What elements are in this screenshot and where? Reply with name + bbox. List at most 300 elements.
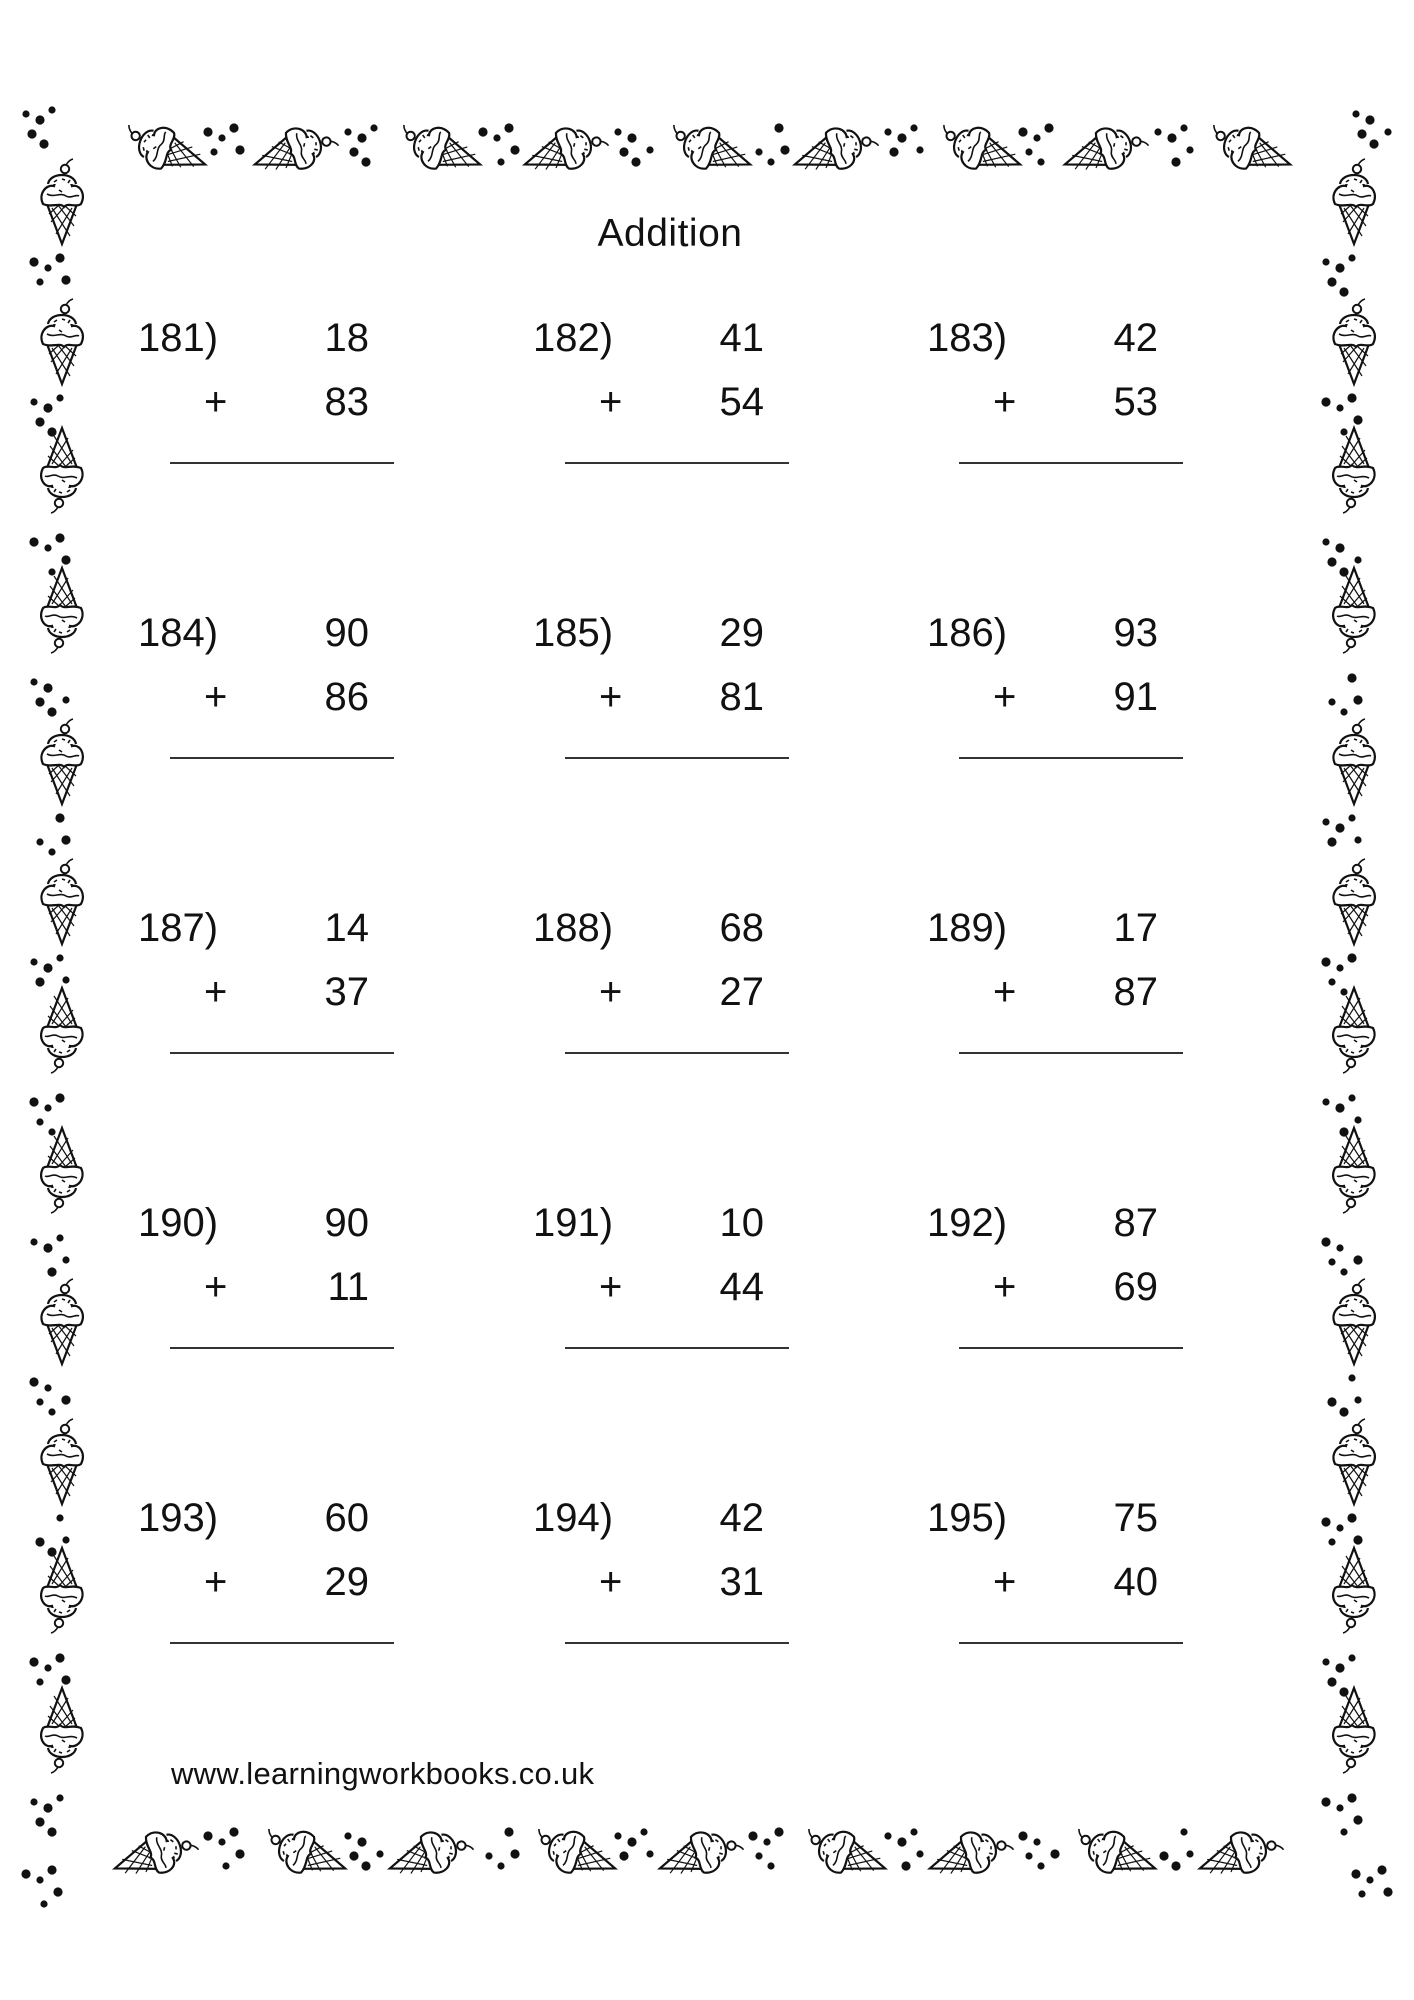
sprinkle-dot-icon (1336, 404, 1343, 411)
sprinkle-dot-icon (35, 977, 44, 986)
sprinkle-dot-icon (1328, 698, 1335, 705)
ice-cream-cone-icon (1333, 1548, 1374, 1633)
sprinkle-dot-icon (1339, 1127, 1348, 1136)
sprinkle-dot-icon (748, 1831, 757, 1840)
plus-sign: + (599, 675, 623, 719)
sprinkle-dot-icon (29, 1097, 38, 1106)
sprinkle-dot-icon (203, 1831, 212, 1840)
sprinkle-dot-icon (36, 838, 43, 845)
sprinkle-dot-icon (56, 954, 63, 961)
sprinkle-dot-icon (222, 1862, 229, 1869)
first-addend: 14 (324, 906, 369, 950)
sprinkle-dot-icon (1327, 1397, 1336, 1406)
sprinkle-dot-icon (614, 128, 621, 135)
sprinkle-dot-icon (48, 568, 55, 575)
sprinkle-dot-icon (901, 1861, 910, 1870)
sprinkle-dot-icon (44, 1664, 51, 1671)
sprinkle-dot-icon (1336, 1524, 1343, 1531)
sprinkle-dot-icon (631, 157, 640, 166)
sprinkle-dot-icon (1340, 1268, 1347, 1275)
ice-cream-cone-icon (41, 1419, 82, 1504)
sprinkle-dot-icon (1377, 1865, 1386, 1874)
addition-problem (927, 316, 1187, 476)
problem-number: 195) (927, 1496, 1008, 1540)
second-addend: 91 (1113, 675, 1158, 719)
ice-cream-cone-icon (1333, 1279, 1374, 1364)
sprinkle-dot-icon (361, 157, 370, 166)
sprinkle-dot-icon (1328, 1258, 1335, 1265)
sprinkle-dot-icon (1321, 397, 1330, 406)
answer-line (565, 1642, 789, 1644)
sprinkle-dot-icon (361, 1861, 370, 1870)
sprinkle-dot-icon (44, 544, 51, 551)
sprinkle-dot-icon (1348, 1094, 1355, 1101)
sprinkle-dot-icon (1383, 1887, 1392, 1896)
sprinkle-dot-icon (897, 1837, 906, 1846)
sprinkle-dot-icon (1322, 1658, 1329, 1665)
sprinkle-dot-icon (55, 1093, 64, 1102)
sprinkle-dot-icon (1339, 1687, 1348, 1696)
sprinkle-dot-icon (767, 1862, 774, 1869)
ice-cream-cone-icon (41, 1548, 82, 1633)
sprinkle-dot-icon (29, 1657, 38, 1666)
sprinkle-dot-icon (1327, 837, 1336, 846)
sprinkle-dot-icon (1025, 148, 1032, 155)
sprinkle-dot-icon (504, 123, 513, 132)
sprinkle-dot-icon (1018, 127, 1027, 136)
second-addend: 54 (719, 380, 764, 424)
sprinkle-dot-icon (1335, 1103, 1344, 1112)
sprinkle-dot-icon (1321, 1797, 1330, 1806)
plus-sign: + (204, 1265, 228, 1309)
sprinkle-dot-icon (910, 124, 917, 131)
addition-problem (533, 906, 793, 1066)
first-addend: 29 (719, 611, 764, 655)
sprinkle-dot-icon (35, 1537, 44, 1546)
sprinkle-dot-icon (29, 257, 38, 266)
sprinkle-dot-icon (916, 146, 923, 153)
sprinkle-dot-icon (203, 127, 212, 136)
sprinkle-dot-icon (349, 1851, 358, 1860)
answer-line (170, 1642, 394, 1644)
ice-cream-cone-icon (41, 859, 82, 944)
first-addend: 90 (324, 1201, 369, 1245)
sprinkle-dot-icon (1037, 158, 1044, 165)
sprinkle-dot-icon (43, 403, 52, 412)
answer-line (170, 462, 394, 464)
sprinkle-dot-icon (774, 1827, 783, 1836)
sprinkle-dot-icon (56, 1794, 63, 1801)
sprinkle-dot-icon (1044, 123, 1053, 132)
first-addend: 93 (1113, 611, 1158, 655)
problem-number: 185) (533, 611, 614, 655)
sprinkle-dot-icon (1327, 1677, 1336, 1686)
sprinkle-dot-icon (22, 110, 29, 117)
plus-sign: + (599, 380, 623, 424)
ice-cream-cone-icon (41, 988, 82, 1073)
sprinkle-dot-icon (1357, 129, 1366, 138)
sprinkle-dot-icon (55, 813, 64, 822)
first-addend: 42 (1113, 316, 1158, 360)
addition-problem (927, 906, 1187, 1066)
sprinkle-dot-icon (1159, 1851, 1168, 1860)
sprinkle-dot-icon (1154, 128, 1161, 135)
problem-number: 186) (927, 611, 1008, 655)
sprinkle-dot-icon (1322, 1098, 1329, 1105)
answer-line (959, 1642, 1183, 1644)
sprinkle-dot-icon (1335, 823, 1344, 832)
second-addend: 37 (324, 970, 369, 1014)
sprinkle-dot-icon (53, 1887, 62, 1896)
sprinkle-dot-icon (47, 1547, 56, 1556)
sprinkle-dot-icon (510, 145, 519, 154)
sprinkle-dot-icon (1340, 428, 1347, 435)
ice-cream-cone-icon (258, 1820, 352, 1888)
second-addend: 29 (324, 1560, 369, 1604)
sprinkle-dot-icon (497, 1862, 504, 1869)
sprinkle-dot-icon (39, 139, 48, 148)
second-addend: 81 (719, 675, 764, 719)
sprinkle-dot-icon (29, 537, 38, 546)
plus-sign: + (599, 1560, 623, 1604)
sprinkle-dot-icon (44, 1384, 51, 1391)
first-addend: 42 (719, 1496, 764, 1540)
second-addend: 27 (719, 970, 764, 1014)
addition-problem (138, 1496, 398, 1656)
sprinkle-dot-icon (1321, 1517, 1330, 1526)
sprinkle-dot-icon (48, 1408, 55, 1415)
plus-sign: + (204, 380, 228, 424)
sprinkle-dot-icon (1335, 543, 1344, 552)
sprinkle-dot-icon (61, 555, 70, 564)
sprinkle-dot-icon (235, 145, 244, 154)
sprinkle-dot-icon (62, 696, 69, 703)
sprinkle-dot-icon (897, 133, 906, 142)
sprinkle-dot-icon (1347, 673, 1356, 682)
plus-sign: + (993, 970, 1017, 1014)
sprinkle-dot-icon (1336, 964, 1343, 971)
ice-cream-cone-icon (248, 116, 342, 184)
second-addend: 11 (327, 1265, 369, 1309)
first-addend: 60 (324, 1496, 369, 1540)
sprinkle-dot-icon (1365, 115, 1374, 124)
sprinkle-dot-icon (1354, 1116, 1361, 1123)
sprinkle-dot-icon (30, 398, 37, 405)
ice-cream-cone-icon (41, 299, 82, 384)
sprinkle-dot-icon (1353, 415, 1362, 424)
ice-cream-cone-icon (653, 1820, 747, 1888)
sprinkle-dot-icon (218, 134, 225, 141)
sprinkle-dot-icon (47, 1267, 56, 1276)
problem-number: 181) (138, 316, 219, 360)
second-addend: 83 (324, 380, 369, 424)
problem-number: 187) (138, 906, 219, 950)
ice-cream-cone-icon (1333, 719, 1374, 804)
sprinkle-dot-icon (1366, 1876, 1373, 1883)
sprinkle-dot-icon (43, 683, 52, 692)
ice-cream-cone-icon (788, 116, 882, 184)
ice-cream-cone-icon (518, 116, 612, 184)
addition-problem (927, 611, 1187, 771)
second-addend: 44 (719, 1265, 764, 1309)
sprinkle-dot-icon (1336, 1804, 1343, 1811)
sprinkle-dot-icon (1335, 263, 1344, 272)
sprinkle-dot-icon (35, 697, 44, 706)
addition-problem (927, 1496, 1187, 1656)
sprinkle-dot-icon (61, 1395, 70, 1404)
sprinkle-dot-icon (646, 1850, 653, 1857)
ice-cream-cone-icon (41, 428, 82, 513)
sprinkle-dot-icon (47, 1827, 56, 1836)
sprinkle-dot-icon (1339, 287, 1348, 296)
footer-url: www.learningworkbooks.co.uk (171, 1756, 595, 1791)
sprinkle-dot-icon (493, 134, 500, 141)
sprinkle-dot-icon (619, 147, 628, 156)
ice-cream-cone-icon (1193, 1820, 1287, 1888)
ice-cream-cone-icon (1333, 1419, 1374, 1504)
ice-cream-cone-icon (528, 1820, 622, 1888)
sprinkle-dot-icon (43, 1803, 52, 1812)
sprinkle-dot-icon (1339, 567, 1348, 576)
sprinkle-dot-icon (1354, 556, 1361, 563)
second-addend: 40 (1113, 1560, 1158, 1604)
ice-cream-cone-icon (41, 1688, 82, 1773)
ice-cream-cone-icon (41, 719, 82, 804)
sprinkle-dot-icon (218, 1838, 225, 1845)
sprinkle-dot-icon (1351, 1869, 1360, 1878)
sprinkle-dot-icon (614, 1832, 621, 1839)
ice-cream-cone-icon (41, 1279, 82, 1364)
first-addend: 68 (719, 906, 764, 950)
problem-number: 189) (927, 906, 1008, 950)
sprinkle-dot-icon (55, 533, 64, 542)
addition-problem (138, 906, 398, 1066)
sprinkle-dot-icon (35, 115, 44, 124)
sprinkle-dot-icon (55, 1653, 64, 1662)
sprinkle-dot-icon (485, 1852, 492, 1859)
sprinkle-dot-icon (1328, 978, 1335, 985)
sprinkle-dot-icon (357, 1837, 366, 1846)
worksheet-title: Addition (597, 212, 743, 255)
problem-number: 183) (927, 316, 1008, 360)
sprinkle-dot-icon (36, 1398, 43, 1405)
sprinkle-dot-icon (1033, 1838, 1040, 1845)
answer-line (959, 462, 1183, 464)
answer-line (565, 462, 789, 464)
ice-cream-cone-icon (663, 116, 757, 184)
sprinkle-dot-icon (1348, 814, 1355, 821)
ice-cream-cone-icon (1068, 1820, 1162, 1888)
sprinkle-dot-icon (1340, 988, 1347, 995)
sprinkle-dot-icon (1037, 1862, 1044, 1869)
ice-cream-cone-icon (1333, 568, 1374, 653)
sprinkle-dot-icon (1322, 818, 1329, 825)
sprinkle-dot-icon (1328, 1538, 1335, 1545)
ice-cream-cone-icon (41, 568, 82, 653)
sprinkle-dot-icon (755, 1852, 762, 1859)
sprinkle-dot-icon (210, 148, 217, 155)
ice-cream-cone-icon (383, 1820, 477, 1888)
sprinkle-dot-icon (30, 678, 37, 685)
sprinkle-dot-icon (376, 1850, 383, 1857)
sprinkle-dot-icon (229, 1827, 238, 1836)
problem-number: 184) (138, 611, 219, 655)
sprinkle-dot-icon (21, 1869, 30, 1878)
sprinkle-dot-icon (910, 1828, 917, 1835)
sprinkle-dot-icon (763, 1838, 770, 1845)
plus-sign: + (204, 675, 228, 719)
sprinkle-dot-icon (30, 1798, 37, 1805)
ice-cream-cone-icon (1333, 859, 1374, 944)
sprinkle-dot-icon (61, 1675, 70, 1684)
plus-sign: + (993, 1265, 1017, 1309)
plus-sign: + (599, 970, 623, 1014)
first-addend: 41 (719, 316, 764, 360)
sprinkle-dot-icon (1348, 1654, 1355, 1661)
sprinkle-dot-icon (229, 123, 238, 132)
first-addend: 17 (1113, 906, 1158, 950)
second-addend: 31 (719, 1560, 764, 1604)
ice-cream-cone-icon (798, 1820, 892, 1888)
sprinkle-dot-icon (1348, 1374, 1355, 1381)
sprinkle-dot-icon (646, 146, 653, 153)
second-addend: 86 (324, 675, 369, 719)
answer-line (170, 1347, 394, 1349)
ice-cream-cone-icon (1333, 1128, 1374, 1213)
sprinkle-dot-icon (1347, 953, 1356, 962)
sprinkle-dot-icon (1340, 1828, 1347, 1835)
sprinkle-dot-icon (497, 158, 504, 165)
sprinkle-dot-icon (44, 264, 51, 271)
sprinkle-dot-icon (1384, 128, 1391, 135)
sprinkle-dot-icon (1180, 124, 1187, 131)
sprinkle-dot-icon (48, 848, 55, 855)
first-addend: 10 (719, 1201, 764, 1245)
first-addend: 18 (324, 316, 369, 360)
sprinkle-dot-icon (1353, 1535, 1362, 1544)
sprinkle-dot-icon (1321, 1237, 1330, 1246)
second-addend: 53 (1113, 380, 1158, 424)
problem-number: 182) (533, 316, 614, 360)
ice-cream-cone-icon (118, 116, 212, 184)
sprinkle-dot-icon (27, 129, 36, 138)
sprinkle-dot-icon (1348, 254, 1355, 261)
sprinkle-dot-icon (1340, 708, 1347, 715)
problem-number: 191) (533, 1201, 614, 1245)
sprinkle-dot-icon (1050, 1849, 1059, 1858)
sprinkle-dot-icon (1335, 1663, 1344, 1672)
sprinkle-dot-icon (627, 1837, 636, 1846)
sprinkle-dot-icon (1180, 1828, 1187, 1835)
sprinkle-dot-icon (510, 1849, 519, 1858)
sprinkle-dot-icon (40, 1900, 47, 1907)
sprinkle-dot-icon (884, 128, 891, 135)
sprinkle-dot-icon (478, 127, 487, 136)
sprinkle-dot-icon (1186, 1850, 1193, 1857)
sprinkle-dot-icon (1171, 1861, 1180, 1870)
sprinkle-dot-icon (767, 158, 774, 165)
first-addend: 90 (324, 611, 369, 655)
sprinkle-dot-icon (235, 1849, 244, 1858)
sprinkle-dot-icon (1347, 1513, 1356, 1522)
sprinkle-dot-icon (1025, 1852, 1032, 1859)
sprinkle-dot-icon (1321, 957, 1330, 966)
answer-line (565, 757, 789, 759)
sprinkle-dot-icon (1171, 157, 1180, 166)
addition-problem (533, 611, 793, 771)
sprinkle-dot-icon (1353, 1815, 1362, 1824)
ice-cream-cone-icon (933, 116, 1027, 184)
ice-cream-cone-icon (1333, 428, 1374, 513)
sprinkle-dot-icon (1327, 277, 1336, 286)
sprinkle-dot-icon (1167, 133, 1176, 142)
sprinkle-dot-icon (627, 133, 636, 142)
plus-sign: + (204, 970, 228, 1014)
sprinkle-dot-icon (1354, 1396, 1361, 1403)
plus-sign: + (204, 1560, 228, 1604)
sprinkle-dot-icon (1353, 1255, 1362, 1264)
sprinkle-dot-icon (1327, 557, 1336, 566)
sprinkle-dot-icon (56, 1514, 63, 1521)
addition-problem (927, 1201, 1187, 1361)
sprinkle-dot-icon (1033, 134, 1040, 141)
sprinkle-dot-icon (62, 1256, 69, 1263)
sprinkle-dot-icon (43, 963, 52, 972)
first-addend: 87 (1113, 1201, 1158, 1245)
problem-number: 193) (138, 1496, 219, 1540)
sprinkle-dot-icon (44, 1104, 51, 1111)
answer-line (959, 1347, 1183, 1349)
ice-cream-cone-icon (1333, 988, 1374, 1073)
sprinkle-dot-icon (62, 976, 69, 983)
sprinkle-dot-icon (1352, 110, 1359, 117)
sprinkle-dot-icon (30, 958, 37, 965)
sprinkle-dot-icon (1354, 836, 1361, 843)
sprinkle-dot-icon (36, 1876, 43, 1883)
sprinkle-dot-icon (29, 1377, 38, 1386)
sprinkle-dot-icon (48, 106, 55, 113)
addition-problem (138, 316, 398, 476)
answer-line (565, 1347, 789, 1349)
sprinkle-dot-icon (916, 1850, 923, 1857)
sprinkle-dot-icon (504, 1827, 513, 1836)
sprinkle-dot-icon (56, 1234, 63, 1241)
sprinkle-dot-icon (755, 148, 762, 155)
sprinkle-dot-icon (36, 1118, 43, 1125)
problem-number: 188) (533, 906, 614, 950)
ice-cream-cone-icon (41, 1128, 82, 1213)
sprinkle-dot-icon (1353, 695, 1362, 704)
problem-number: 192) (927, 1201, 1008, 1245)
sprinkle-dot-icon (56, 394, 63, 401)
addition-problem (533, 1496, 793, 1656)
sprinkle-dot-icon (1186, 146, 1193, 153)
sprinkle-dot-icon (62, 1536, 69, 1543)
plus-sign: + (993, 675, 1017, 719)
sprinkle-dot-icon (1339, 1407, 1348, 1416)
answer-line (565, 1052, 789, 1054)
sprinkle-dot-icon (35, 417, 44, 426)
ice-cream-cone-icon (1058, 116, 1152, 184)
sprinkle-dot-icon (1347, 1793, 1356, 1802)
sprinkle-dot-icon (35, 1817, 44, 1826)
sprinkle-dot-icon (1322, 538, 1329, 545)
sprinkle-dot-icon (30, 1238, 37, 1245)
sprinkle-dot-icon (1336, 1244, 1343, 1251)
sprinkle-dot-icon (619, 1851, 628, 1860)
second-addend: 69 (1113, 1265, 1158, 1309)
problem-number: 194) (533, 1496, 614, 1540)
